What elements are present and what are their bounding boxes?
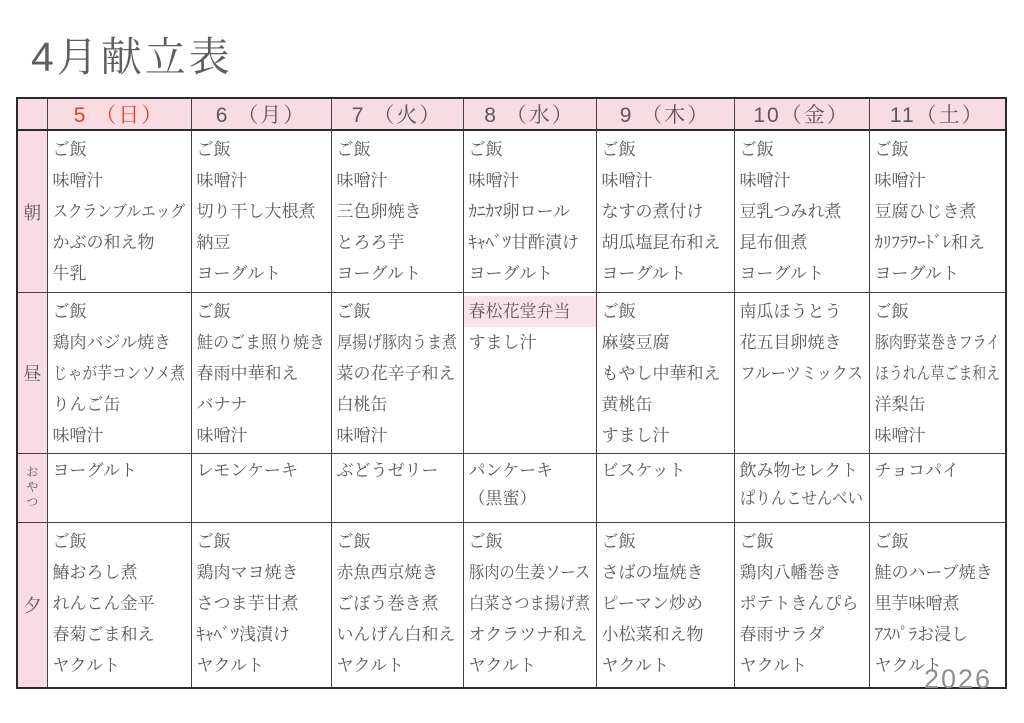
row-label: おやつ — [17, 454, 47, 523]
menu-item: ほうれん草ごま和え — [874, 364, 1000, 383]
menu-item: さつま芋甘煮 — [196, 594, 299, 613]
menu-item: 鮭のごま照り焼き — [196, 333, 325, 352]
menu-item: 洋梨缶 — [874, 395, 926, 414]
menu-item: 味噌汁 — [874, 171, 926, 190]
menu-item: 味噌汁 — [52, 426, 104, 445]
menu-item: さばの塩焼き — [601, 563, 704, 582]
menu-item: いんげん白和え — [336, 625, 456, 644]
menu-item: 麻婆豆腐 — [601, 333, 670, 352]
menu-cell — [191, 130, 331, 293]
menu-item: ヤクルト — [601, 656, 669, 675]
menu-item: ご飯 — [336, 302, 371, 321]
menu-item: ｶﾘﾌﾗﾜｰﾄﾞﾚ和え — [874, 233, 985, 252]
menu-item: 味噌汁 — [874, 426, 926, 445]
menu-cell — [463, 454, 596, 523]
menu-cell — [734, 454, 869, 523]
menu-item: フルーツミックス — [739, 364, 863, 383]
menu-item: ご飯 — [874, 302, 909, 321]
day-header-10: 10（金） — [734, 98, 869, 130]
menu-item: 味噌汁 — [739, 171, 791, 190]
menu-item: オクラツナ和え — [468, 625, 588, 644]
menu-item: ヤクルト — [52, 656, 120, 675]
menu-item: チョコパイ — [874, 461, 959, 480]
meal-row — [17, 454, 1006, 523]
header-row — [17, 98, 1006, 130]
menu-item: ヨーグルト — [601, 264, 686, 283]
menu-cell — [331, 523, 463, 689]
menu-item: ｶﾆｶﾏ卵ロール — [468, 202, 571, 221]
menu-item: ご飯 — [739, 532, 774, 551]
menu-item: ご飯 — [52, 302, 87, 321]
day-header-6: 6 （月） — [191, 98, 331, 130]
menu-item: ヤクルト — [739, 656, 807, 675]
menu-item: ポテトきんぴら — [739, 594, 859, 613]
menu-cell — [734, 523, 869, 689]
menu-item: 鶏肉八幡巻き — [739, 563, 842, 582]
menu-item: パンケーキ — [468, 461, 554, 480]
menu-cell — [596, 454, 734, 523]
menu-item: 味噌汁 — [336, 171, 388, 190]
menu-item: 味噌汁 — [196, 171, 248, 190]
menu-item: 味噌汁 — [601, 171, 653, 190]
menu-item: ヨーグルト — [336, 264, 421, 283]
menu-cell — [331, 130, 463, 293]
menu-item: 南瓜ほうとう — [739, 302, 842, 321]
menu-cell — [463, 523, 596, 689]
menu-item: 豆腐ひじき煮 — [874, 202, 977, 221]
menu-item: 黄桃缶 — [601, 395, 653, 414]
menu-item: 味噌汁 — [336, 426, 388, 445]
menu-item: 豆乳つみれ煮 — [739, 202, 842, 221]
menu-item: バナナ — [196, 395, 248, 414]
day-header-11: 11（土） — [869, 98, 1006, 130]
menu-item: 鶏肉バジル焼き — [52, 333, 172, 352]
menu-cell — [47, 130, 191, 293]
day-header-5: 5 （日） — [47, 98, 191, 130]
menu-cell — [191, 293, 331, 454]
menu-item: （黒蜜） — [468, 489, 537, 508]
menu-item: れんこん金平 — [52, 594, 155, 613]
menu-item: ぶどうゼリー — [336, 461, 439, 480]
menu-item: 切り干し大根煮 — [196, 202, 316, 221]
menu-item: ご飯 — [52, 532, 87, 551]
menu-cell — [191, 454, 331, 523]
menu-item: 味噌汁 — [52, 171, 104, 190]
menu-item: ご飯 — [52, 140, 87, 159]
menu-item: ヨーグルト — [52, 461, 137, 480]
menu-cell — [191, 523, 331, 689]
menu-item: 赤魚西京焼き — [336, 563, 439, 582]
menu-item: ご飯 — [601, 140, 636, 159]
menu-item: ご飯 — [874, 532, 909, 551]
menu-item: りんご缶 — [52, 395, 121, 414]
menu-item: 白桃缶 — [336, 395, 388, 414]
menu-item: ヨーグルト — [196, 264, 281, 283]
menu-item: かぶの和え物 — [52, 233, 155, 252]
menu-item: 牛乳 — [52, 264, 87, 283]
menu-item: ヨーグルト — [739, 264, 824, 283]
menu-item: 豚肉の生姜ソース — [468, 563, 590, 582]
meal-row — [17, 523, 1006, 689]
menu-item: じゃが芋コンソメ煮 — [52, 364, 185, 383]
menu-cell — [463, 130, 596, 293]
menu-item: 春松花堂弁当 — [464, 296, 596, 327]
menu-item: スクランブルエッグ — [52, 202, 185, 221]
menu-item: ご飯 — [196, 532, 231, 551]
menu-item: レモンケーキ — [196, 461, 299, 480]
menu-item: ヤクルト — [336, 656, 404, 675]
menu-item: 鶏肉マヨ焼き — [196, 563, 299, 582]
menu-item: ご飯 — [336, 140, 371, 159]
menu-item: 里芋味噌煮 — [874, 594, 960, 613]
menu-item: 味噌汁 — [468, 171, 520, 190]
year-label: 2026 — [924, 664, 993, 694]
menu-cell — [869, 293, 1006, 454]
menu-item: もやし中華和え — [601, 364, 721, 383]
menu-cell — [596, 293, 734, 454]
menu-cell — [734, 130, 869, 293]
menu-cell — [869, 454, 1006, 523]
menu-item: ご飯 — [874, 140, 909, 159]
menu-item: ｷｬﾍﾞﾂ甘酢漬け — [468, 233, 579, 252]
menu-item: ごぼう巻き煮 — [336, 594, 439, 613]
menu-cell — [869, 130, 1006, 293]
menu-item: 春雨中華和え — [196, 364, 299, 383]
menu-item: ヨーグルト — [468, 264, 553, 283]
menu-item: 鰆おろし煮 — [52, 563, 138, 582]
menu-item: なすの煮付け — [601, 202, 704, 221]
menu-item: 春雨サラダ — [739, 625, 825, 644]
menu-item: 胡瓜塩昆布和え — [601, 233, 721, 252]
menu-item: すまし汁 — [601, 426, 670, 445]
day-header-9: 9 （木） — [596, 98, 734, 130]
menu-cell — [463, 293, 596, 454]
menu-item: 鮭のハーブ焼き — [874, 563, 993, 582]
menu-item: ヤクルト — [196, 656, 264, 675]
menu-item: ｷｬﾍﾞﾂ浅漬け — [196, 625, 290, 644]
menu-item: ヤクルト — [874, 656, 942, 675]
menu-item: ご飯 — [196, 302, 231, 321]
menu-cell — [331, 454, 463, 523]
menu-item: 飲み物セレクト — [739, 461, 859, 480]
menu-item: 味噌汁 — [196, 426, 248, 445]
menu-item: ヤクルト — [468, 656, 536, 675]
menu-cell — [596, 130, 734, 293]
menu-cell — [331, 293, 463, 454]
menu-table — [16, 97, 1007, 689]
menu-item: ヨーグルト — [874, 264, 959, 283]
row-label: 朝 — [17, 130, 47, 293]
menu-item: 豚肉野菜巻きフライ — [874, 333, 1000, 352]
menu-item: ご飯 — [739, 140, 774, 159]
menu-item: ご飯 — [601, 302, 636, 321]
menu-item: とろろ芋 — [336, 233, 405, 252]
meal-row — [17, 293, 1006, 454]
menu-item: 小松菜和え物 — [601, 625, 704, 644]
menu-cell — [734, 293, 869, 454]
menu-item: 春菊ごま和え — [52, 625, 155, 644]
menu-item: ご飯 — [468, 140, 503, 159]
meal-row — [17, 130, 1006, 293]
menu-item: ｱｽﾊﾟﾗお浸し — [874, 625, 968, 644]
row-label: 昼 — [17, 293, 47, 454]
menu-item: 昆布佃煮 — [739, 233, 808, 252]
page-title: 4月献立表 — [31, 34, 233, 80]
menu-cell — [47, 293, 191, 454]
menu-item: すまし汁 — [468, 333, 537, 352]
menu-item: ご飯 — [336, 532, 371, 551]
menu-item: ぱりんこせんべい — [739, 489, 863, 508]
menu-item: ご飯 — [468, 532, 503, 551]
menu-item: 花五目卵焼き — [739, 333, 842, 352]
menu-item: ピーマン炒め — [601, 594, 703, 613]
menu-item: ご飯 — [601, 532, 636, 551]
menu-cell — [47, 454, 191, 523]
menu-item: ビスケット — [601, 461, 686, 480]
row-label: 夕 — [17, 523, 47, 689]
menu-item: 三色卵焼き — [336, 202, 422, 221]
day-header-8: 8 （水） — [463, 98, 596, 130]
menu-cell — [596, 523, 734, 689]
menu-item: 納豆 — [196, 233, 231, 252]
menu-item: ご飯 — [196, 140, 231, 159]
day-header-7: 7 （火） — [331, 98, 463, 130]
menu-cell — [47, 523, 191, 689]
menu-item: 菜の花辛子和え — [336, 364, 456, 383]
menu-item: 白菜さつま揚げ煮 — [468, 594, 590, 613]
menu-item: 厚揚げ豚肉うま煮 — [336, 333, 457, 352]
corner-cell — [17, 98, 47, 130]
